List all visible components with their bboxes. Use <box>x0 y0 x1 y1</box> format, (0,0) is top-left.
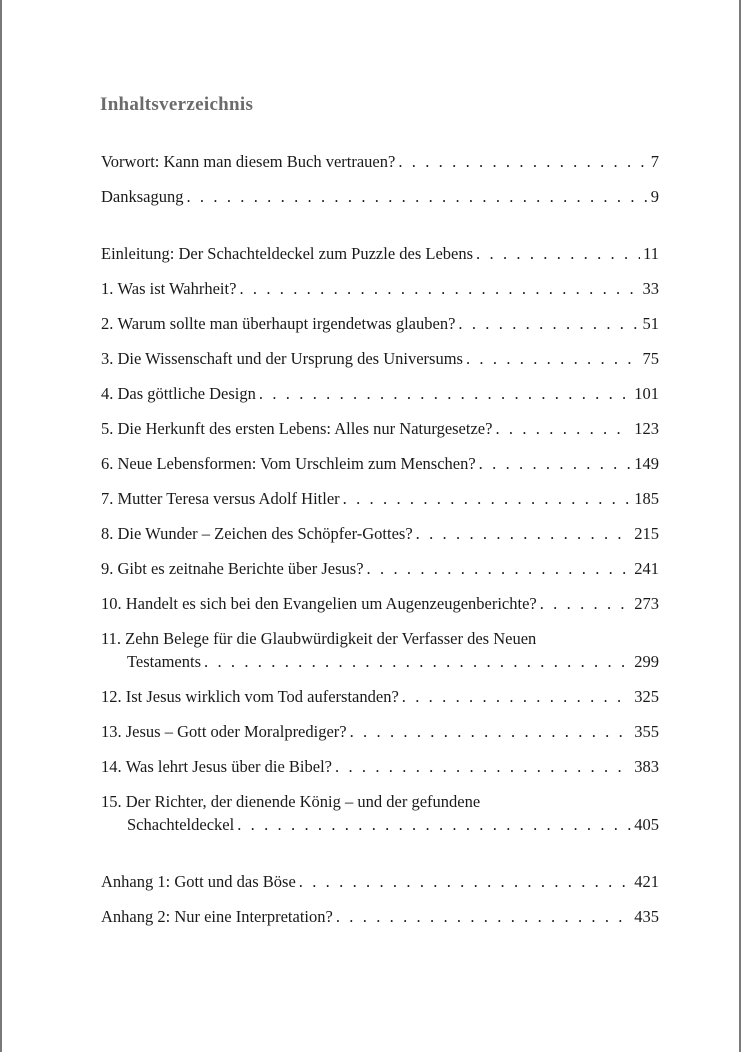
table-of-contents <box>101 150 659 940</box>
toc-chapter-number: 4. <box>101 384 114 403</box>
toc-page-number: 123 <box>634 419 659 438</box>
toc-entry-title: Warum sollte man überhaupt irgendetwas glauben? <box>117 314 456 333</box>
toc-entry-chapter-13[interactable] <box>101 720 659 743</box>
dot-leader <box>402 685 631 708</box>
toc-entry-title: Jesus – Gott oder Moralprediger? <box>125 722 347 741</box>
dot-leader <box>458 312 639 335</box>
toc-chapter-number: 6. <box>101 454 114 473</box>
toc-page-number: 383 <box>634 757 659 776</box>
dot-leader <box>367 557 632 580</box>
toc-chapter-number: 1. <box>101 279 114 298</box>
toc-entry-chapter-4[interactable] <box>101 382 659 405</box>
toc-page-number: 101 <box>634 384 659 403</box>
toc-chapter-number: 7. <box>101 489 114 508</box>
toc-entry-chapter-12[interactable] <box>101 685 659 708</box>
dot-leader <box>350 720 632 743</box>
dot-leader <box>398 150 647 173</box>
toc-page-number: 51 <box>642 314 659 333</box>
toc-entry-title: Neue Lebensformen: Vom Urschleim zum Menschen? <box>117 454 476 473</box>
toc-page-number: 9 <box>650 187 659 206</box>
toc-page-number: 75 <box>642 349 659 368</box>
toc-entry-title: Ist Jesus wirklich vom Tod auferstanden? <box>125 687 399 706</box>
toc-page-number: 421 <box>634 872 659 891</box>
toc-page-number: 241 <box>634 559 659 578</box>
toc-entry-title: Die Wunder – Zeichen des Schöpfer-Gottes? <box>117 524 413 543</box>
dot-leader <box>299 870 631 893</box>
toc-entry-chapter-10[interactable] <box>101 592 659 615</box>
dot-leader <box>466 347 640 370</box>
dot-leader <box>204 650 631 673</box>
toc-entry-einleitung[interactable] <box>101 242 659 265</box>
toc-entry-title: Die Wissenschaft und der Ursprung des Universums <box>117 349 463 368</box>
toc-chapter-number: 12. <box>101 687 122 706</box>
dot-leader <box>495 417 631 440</box>
toc-entry-chapter-9[interactable] <box>101 557 659 580</box>
toc-entry-title-continued: Schachteldeckel <box>127 815 235 834</box>
toc-entry-title: Handelt es sich bei den Evangelien um Augenzeugenberichte? <box>125 594 537 613</box>
toc-entry-title: Danksagung <box>101 187 184 206</box>
dot-leader <box>336 905 631 928</box>
toc-page-number: 273 <box>634 594 659 613</box>
dot-leader <box>259 382 631 405</box>
toc-entry-title-continued: Testaments <box>127 652 201 671</box>
toc-page-number: 33 <box>642 279 659 298</box>
toc-entry-title: Was lehrt Jesus über die Bibel? <box>125 757 332 776</box>
toc-entry-title: Zehn Belege für die Glaubwürdigkeit der Verfasser des Neuen <box>125 629 537 648</box>
toc-entry-chapter-6[interactable] <box>101 452 659 475</box>
dot-leader <box>335 755 631 778</box>
toc-entry-title: Anhang 1: Gott und das Böse <box>101 872 296 891</box>
toc-entry-anhang-2[interactable] <box>101 905 659 928</box>
toc-entry-title: Was ist Wahrheit? <box>117 279 237 298</box>
dot-leader <box>476 242 640 265</box>
toc-entry-vorwort[interactable] <box>101 150 659 173</box>
toc-entry-title: Anhang 2: Nur eine Interpretation? <box>101 907 333 926</box>
toc-entry-chapter-3[interactable] <box>101 347 659 370</box>
toc-page-number: 355 <box>634 722 659 741</box>
dot-leader <box>237 813 631 836</box>
toc-entry-title: Das göttliche Design <box>117 384 256 403</box>
toc-chapter-number: 10. <box>101 594 122 613</box>
toc-entry-chapter-1[interactable] <box>101 277 659 300</box>
toc-entry-chapter-2[interactable] <box>101 312 659 335</box>
toc-page-number: 11 <box>643 244 659 263</box>
toc-entry-title: Gibt es zeitnahe Berichte über Jesus? <box>117 559 364 578</box>
toc-chapter-number: 11. <box>101 629 122 648</box>
toc-chapter-number: 2. <box>101 314 114 333</box>
toc-chapter-number: 13. <box>101 722 122 741</box>
toc-entry-title: Die Herkunft des ersten Lebens: Alles nur Naturgesetze? <box>117 419 493 438</box>
toc-entry-title: Einleitung: Der Schachteldeckel zum Puzzle des Lebens <box>101 244 474 263</box>
toc-entry-chapter-5[interactable] <box>101 417 659 440</box>
toc-chapter-number: 9. <box>101 559 114 578</box>
dot-leader <box>540 592 632 615</box>
toc-entry-title: Der Richter, der dienende König – und der gefundene <box>125 792 481 811</box>
toc-chapter-number: 8. <box>101 524 114 543</box>
toc-entry-danksagung[interactable] <box>101 185 659 208</box>
toc-entry-chapter-14[interactable] <box>101 755 659 778</box>
toc-page-number: 325 <box>634 687 659 706</box>
toc-entry-chapter-8[interactable] <box>101 522 659 545</box>
toc-entry-chapter-7[interactable] <box>101 487 659 510</box>
toc-entry-chapter-11[interactable] <box>101 627 659 673</box>
dot-leader <box>186 185 647 208</box>
dot-leader <box>239 277 639 300</box>
toc-chapter-number: 3. <box>101 349 114 368</box>
toc-page-number: 405 <box>634 815 659 834</box>
toc-page-number: 215 <box>634 524 659 543</box>
toc-page-number: 435 <box>634 907 659 926</box>
dot-leader <box>479 452 632 475</box>
toc-entry-chapter-15[interactable] <box>101 790 659 836</box>
toc-page-number: 299 <box>634 652 659 671</box>
toc-page-number: 7 <box>650 152 659 171</box>
dot-leader <box>343 487 632 510</box>
toc-chapter-number: 14. <box>101 757 122 776</box>
page-title: Inhaltsverzeichnis <box>100 94 254 115</box>
toc-page-number: 185 <box>634 489 659 508</box>
dot-leader <box>416 522 632 545</box>
toc-chapter-number: 15. <box>101 792 122 811</box>
toc-page-number: 149 <box>634 454 659 473</box>
toc-entry-title: Mutter Teresa versus Adolf Hitler <box>117 489 340 508</box>
toc-entry-anhang-1[interactable] <box>101 870 659 893</box>
toc-chapter-number: 5. <box>101 419 114 438</box>
toc-entry-title: Vorwort: Kann man diesem Buch vertrauen? <box>101 152 396 171</box>
